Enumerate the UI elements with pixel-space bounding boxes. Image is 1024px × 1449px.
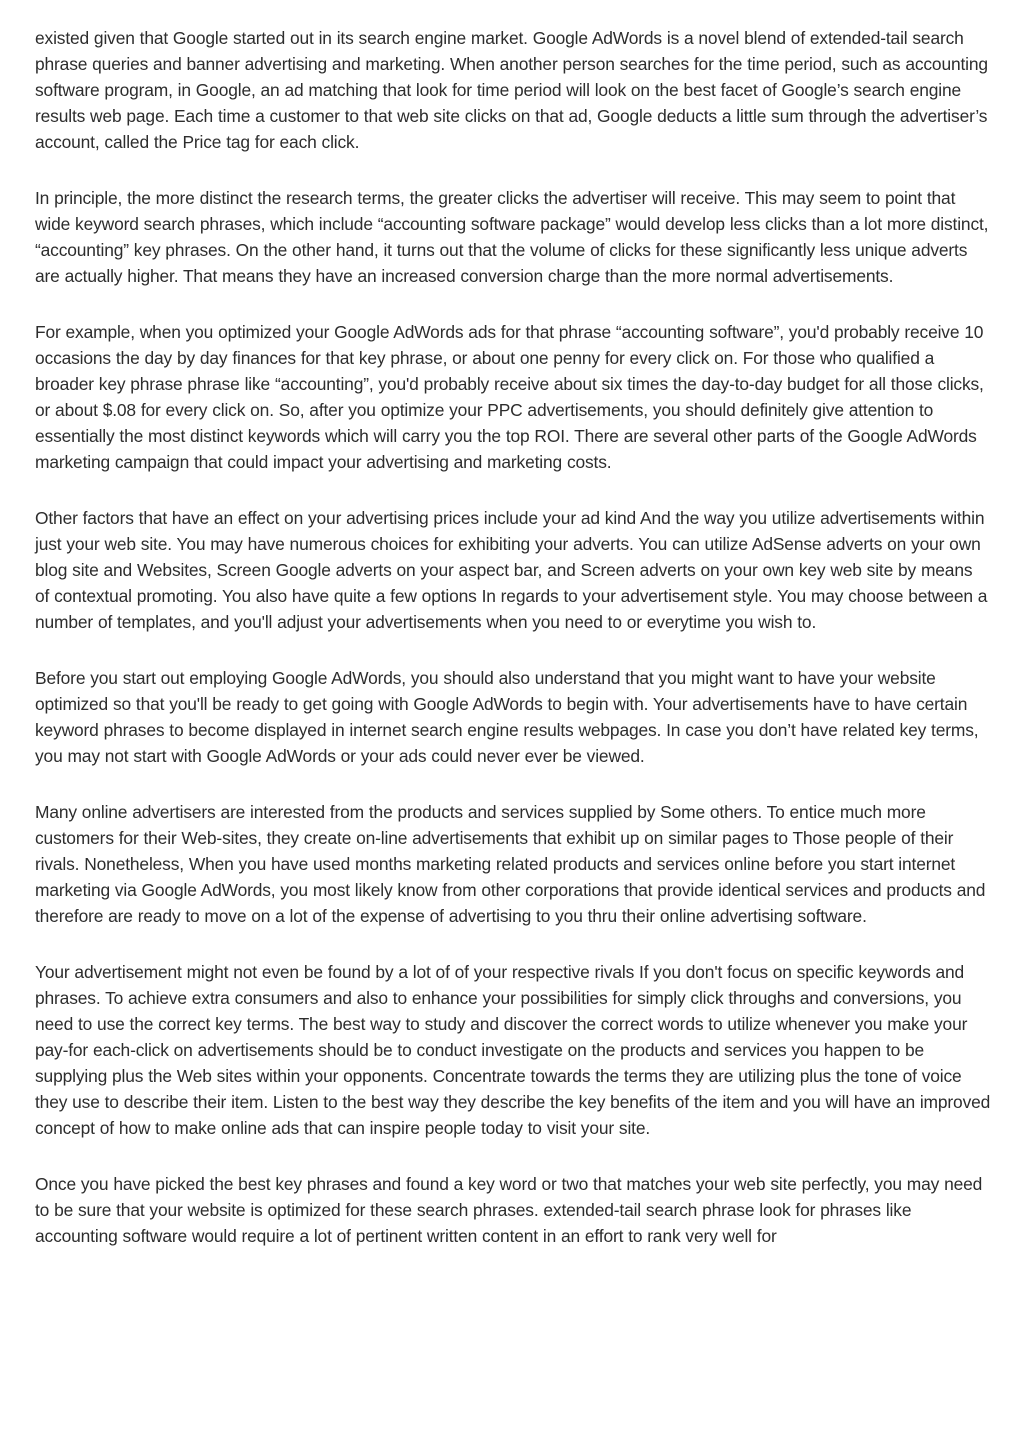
paragraph: Before you start out employing Google AdWords, you should also understand that you might want to have your website optimized so that you'll be ready to get going with Google AdWords to begin with. Your advertisements have to have certain keyword phrases to become displayed in internet search engine results webpages. In case you don’t have related key terms, you may not start with Google AdWords or your ads could never ever be viewed. (35, 668, 979, 766)
paragraph: Other factors that have an effect on your advertising prices include your ad kind And the way you utilize advertisements within just your web site. You may have numerous choices for exhibiting your adverts. You can utilize AdSense adverts on your own blog site and Websites, Screen Google adverts on your aspect bar, and Screen adverts on your own key web site by means of contextual promoting. You also have quite a few options In regards to your advertisement style. You may choose between a number of templates, and you'll adjust your advertisements when you need to or everytime you wish to. (35, 508, 988, 632)
paragraph: Once you have picked the best key phrases and found a key word or two that matches your web site perfectly, you may need to be sure that your website is optimized for these search phrases. extended-tail search phrase look for phrases like accounting software would require a lot of pertinent written content in an effort to rank very well for (35, 1174, 983, 1246)
paragraph: For example, when you optimized your Google AdWords ads for that phrase “accounting software”, you'd probably receive 10 occasions the day by day finances for that key phrase, or about one penny for every click on. For those who qualified a broader key phrase phrase like “accounting”, you'd probably receive about six times the day-to-day budget for all those clicks, or about $.08 for every click on. So, after you optimize your PPC advertisements, you should definitely give attention to essentially the most distinct keywords which will carry you the top ROI. There are several other parts of the Google AdWords marketing campaign that could impact your advertising and marketing costs. (35, 322, 984, 472)
paragraph: In principle, the more distinct the research terms, the greater clicks the advertiser will receive. This may seem to point that wide keyword search phrases, which include “accounting software package” would develop less clicks than a lot more distinct, “accounting” key phrases. On the other hand, it turns out that the volume of clicks for these significantly less unique adverts are actually higher. That means they have an increased conversion charge than the more normal advertisements. (35, 188, 989, 286)
paragraph: Your advertisement might not even be found by a lot of of your respective rivals If you don't focus on specific keywords and phrases. To achieve extra consumers and also to enhance your possibilities for simply click throughs and conversions, you need to use the correct key terms. The best way to study and discover the correct words to utilize whenever you make your pay-for each-click on advertisements should be to conduct investigate on the products and services you happen to be supplying plus the Web sites within your opponents. Concentrate towards the terms they are utilizing plus the tone of voice they use to describe their item. Listen to the best way they describe the key benefits of the item and you will have an improved concept of how to make online ads that can inspire people today to visit your site. (35, 962, 991, 1138)
paragraph: Many online advertisers are interested from the products and services supplied by Some others. To entice much more customers for their Web-sites, they create on-line advertisements that exhibit up on similar pages to Those people of their rivals. Nonetheless, When you have used months marketing related products and services online before you start internet marketing via Google AdWords, you most likely know from other corporations that provide identical services and products and therefore are ready to move on a lot of the expense of advertising to you thru their online advertising software. (35, 802, 986, 926)
paragraph: existed given that Google started out in its search engine market. Google AdWords is a novel blend of extended-tail search phrase queries and banner advertising and marketing. When another person searches for the time period, such as accounting software program, in Google, an ad matching that look for time period will look on the best facet of Google’s search engine results web page. Each time a customer to that web site clicks on that ad, Google deducts a little sum through the advertiser’s account, called the Price tag for each click. (35, 28, 988, 152)
